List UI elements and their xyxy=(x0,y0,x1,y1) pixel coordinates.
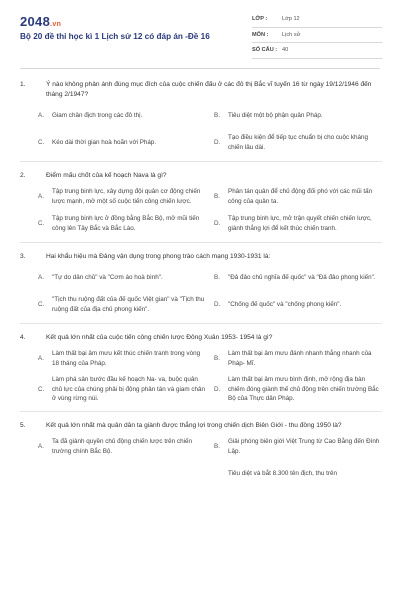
option-letter: A. xyxy=(38,274,44,282)
options-grid xyxy=(20,348,382,404)
option-d[interactable] xyxy=(214,132,382,154)
option-letter: B. xyxy=(214,442,220,450)
question-separator xyxy=(20,161,382,162)
question-number: 3. xyxy=(20,253,26,260)
option-text: Ta đã giành quyền chủ động chiến lược trên chiến trường chính Bắc Bộ. xyxy=(52,438,192,455)
option-d[interactable] xyxy=(214,375,382,404)
option-b[interactable] xyxy=(214,348,382,370)
option-text: Phân tán quân để chủ động đối phó với các mũi tấn công của quân ta. xyxy=(228,188,373,205)
option-d[interactable] xyxy=(214,463,382,485)
option-a[interactable] xyxy=(38,348,206,370)
option-text: "Đả đảo chủ nghĩa đế quốc" và "Đả đảo phong kiến". xyxy=(228,274,376,282)
option-b[interactable] xyxy=(214,436,382,458)
options-grid xyxy=(20,105,382,154)
option-text: Tạo điều kiện để tiếp tục chuẩn bị cho cuộc kháng chiến lâu dài. xyxy=(228,134,369,151)
option-text: Kéo dài thời gian hoà hoãn với Pháp. xyxy=(52,139,157,147)
question-separator xyxy=(20,242,382,243)
option-letter: C. xyxy=(38,301,45,309)
meta-value: Lịch sử xyxy=(282,31,301,38)
options-grid xyxy=(20,436,382,485)
question-separator xyxy=(20,411,382,412)
question-number: 5. xyxy=(20,421,26,429)
question-text xyxy=(20,421,382,431)
meta-row-subject xyxy=(252,28,382,44)
option-letter: D. xyxy=(214,220,221,228)
option-text: Làm thất bại âm mưu bình định, mở rộng địa bàn chiếm đóng giành thế chủ động trên chiến trường Bắc Bộ của Thực dân Pháp. xyxy=(228,376,379,403)
option-letter: C. xyxy=(38,385,45,393)
question-body: Ý nào không phản ánh đúng mục đích của cuộc chiến đấu ở các đô thị Bắc vĩ tuyến 16 từ ngày 19/12/1946 đến tháng 2/1947? xyxy=(46,81,372,98)
logo-suffix: .vn xyxy=(50,21,62,28)
option-letter: B. xyxy=(214,355,220,363)
header-divider xyxy=(20,68,380,69)
option-a[interactable] xyxy=(38,186,206,208)
option-letter: A. xyxy=(38,355,44,363)
option-b[interactable] xyxy=(214,267,382,289)
option-letter: B. xyxy=(214,274,220,282)
option-letter: C. xyxy=(38,220,45,228)
option-letter: D. xyxy=(214,385,221,393)
question-list xyxy=(20,80,382,492)
options-grid xyxy=(20,267,382,316)
option-text: "Tịch thu ruộng đất của đế quốc Việt gian" và "Tịch thu ruộng đất của địa chủ phong kiến". xyxy=(52,296,205,313)
option-letter: D. xyxy=(214,301,221,309)
option-d[interactable] xyxy=(214,213,382,235)
question-body: Kết quả lớn nhất mà quân dân ta giành được thắng lợi trong chiến dịch Biên Giới - thu đông 1950 là? xyxy=(46,421,342,429)
question-text xyxy=(20,80,382,100)
option-letter: A. xyxy=(38,112,44,120)
option-text: Giải phóng biên giới Việt Trung từ Cao Bằng đến Đình Lập. xyxy=(228,438,380,455)
option-c[interactable] xyxy=(38,213,206,235)
meta-row-class xyxy=(252,12,382,28)
option-text: Giam chân địch trong các đô thị. xyxy=(52,112,143,120)
site-logo[interactable] xyxy=(20,14,61,29)
question-number: 1. xyxy=(20,81,26,88)
option-letter: B. xyxy=(214,112,220,120)
logo-main: 2048 xyxy=(20,14,51,29)
option-text: Tiêu diệt một bộ phận quân Pháp. xyxy=(228,112,323,120)
meta-row-count xyxy=(252,43,382,59)
option-c[interactable] xyxy=(38,294,206,316)
question-5 xyxy=(20,421,382,485)
question-number: 4. xyxy=(20,334,26,341)
question-number: 2. xyxy=(20,172,26,179)
option-b[interactable] xyxy=(214,105,382,127)
option-text: Tập trung binh lực ở đồng bằng Bắc Bộ, mở mũi tiến công lên Tây Bắc và Bắc Lào. xyxy=(52,215,200,232)
question-2 xyxy=(20,171,382,235)
meta-value: 40 xyxy=(282,47,289,54)
question-1 xyxy=(20,80,382,154)
meta-label: LỚP : xyxy=(252,16,268,23)
option-b[interactable] xyxy=(214,186,382,208)
option-a[interactable] xyxy=(38,105,206,127)
question-3 xyxy=(20,252,382,316)
question-body: Điểm mấu chốt của kế hoạch Nava là gì? xyxy=(46,172,167,179)
option-text: "Chống đế quốc" và "chống phong kiến". xyxy=(228,301,342,309)
option-letter: B. xyxy=(214,193,220,201)
option-letter: A. xyxy=(38,193,44,201)
option-text: Tập trung binh lực, xây dựng đội quân cơ động chiến lược mạnh, mở một số cuộc tiến công chiến lược. xyxy=(52,188,201,205)
document-header xyxy=(0,0,400,62)
option-text: Làm thất bại âm mưu đánh nhanh thắng nhanh của Pháp- Mĩ. xyxy=(228,350,372,367)
question-text xyxy=(20,252,382,262)
option-a[interactable] xyxy=(38,267,206,289)
option-text: Tiêu diệt và bắt 8.300 tên địch, thu trên xyxy=(228,469,337,477)
option-text: Làm phá sản bước đầu kế hoạch Na- va, buộc quân chủ lực của chúng phải bị động phân tán và giam chân ở vùng rừng núi. xyxy=(52,376,205,403)
option-a[interactable] xyxy=(38,436,206,458)
question-body: Kết quả lớn nhất của cuộc tiến công chiến lược Đông Xuân 1953- 1954 là gì? xyxy=(46,334,273,341)
option-text: "Tự do dân chủ" và "Cơm áo hoà bình". xyxy=(52,274,163,282)
meta-value: Lớp 12 xyxy=(282,16,300,23)
question-text xyxy=(20,333,382,343)
option-letter: A. xyxy=(38,442,44,450)
option-d[interactable] xyxy=(214,294,382,316)
document-title: Bộ 20 đề thi học kì 1 Lịch sử 12 có đáp án -Đề 16 xyxy=(20,32,210,41)
option-c[interactable] xyxy=(38,375,206,404)
meta-label: MÔN : xyxy=(252,31,269,38)
document-meta xyxy=(252,12,382,59)
question-text xyxy=(20,171,382,181)
option-letter: C. xyxy=(38,139,45,147)
question-separator xyxy=(20,323,382,324)
option-text: Làm thất bại âm mưu kết thúc chiến tranh trong vòng 18 tháng của Pháp. xyxy=(52,350,201,367)
meta-label: SỐ CÂU : xyxy=(252,47,278,54)
option-text: Tập trung binh lực, mở trận quyết chiến chiến lược, giành thắng lợi để kết thúc chiến tranh. xyxy=(228,215,372,232)
question-4 xyxy=(20,333,382,404)
option-letter: D. xyxy=(214,139,221,147)
option-c[interactable] xyxy=(38,132,206,154)
options-grid xyxy=(20,186,382,235)
question-body: Hai khẩu hiệu mà Đảng vận dụng trong phong trào cách mạng 1930-1931 là: xyxy=(46,253,271,260)
option-c[interactable] xyxy=(38,463,206,485)
